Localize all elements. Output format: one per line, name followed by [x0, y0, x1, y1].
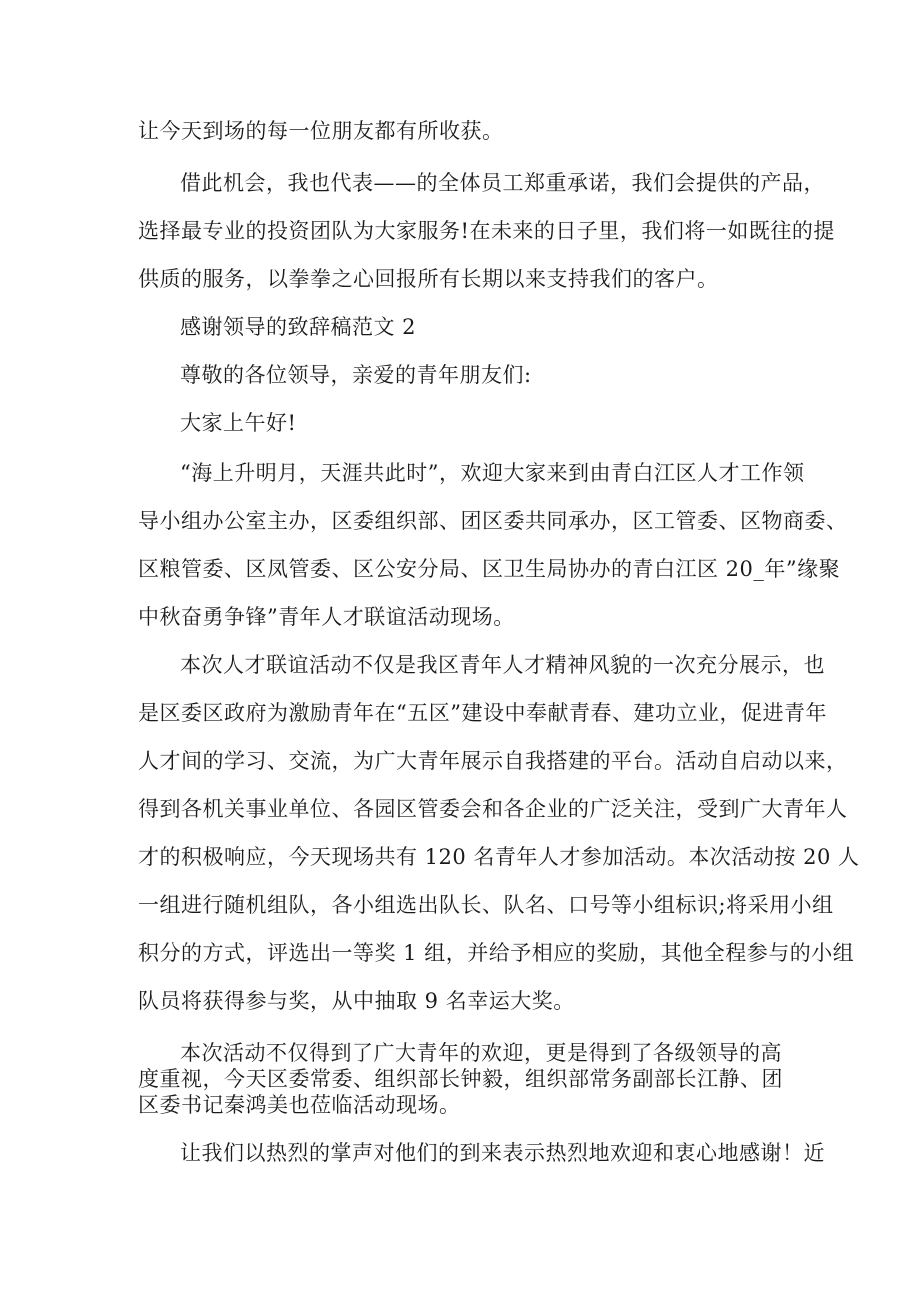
paragraph-2-line-3: 供质的服务，以拳拳之心回报所有长期以来支持我们的客户。 — [138, 267, 719, 291]
paragraph-3-line-2: 导小组办公室主办，区委组织部、团区委共同承办，区工管委、区物商委、 — [138, 509, 848, 533]
greeting: 大家上午好! — [180, 411, 297, 435]
paragraph-4-line-3: 人才间的学习、交流，为广大青年展示自我搭建的平台。活动自启动以来， — [138, 749, 848, 773]
paragraph-4-line-8: 队员将获得参与奖，从中抽取 9 名幸运大奖。 — [138, 989, 575, 1013]
paragraph-2-line-1: 借此机会，我也代表——的全体员工郑重承诺，我们会提供的产品， — [180, 171, 825, 195]
section-heading: 感谢领导的致辞稿范文 2 — [180, 315, 417, 339]
paragraph-4-line-1: 本次人才联谊活动不仅是我区青年人才精神风貌的一次充分展示，也 — [180, 653, 825, 677]
paragraph-4-line-2: 是区委区政府为激励青年在“五区”建设中奉献青春、建功立业，促进青年 — [138, 701, 827, 725]
paragraph-2-line-2: 选择最专业的投资团队为大家服务!在未来的日子里，我们将一如既往的提 — [138, 219, 835, 243]
paragraph-3-line-1: “海上升明月，天涯共此时”，欢迎大家来到由青白江区人才工作领 — [180, 461, 805, 485]
paragraph-3-line-3: 区粮管委、区凤管委、区公安分局、区卫生局协办的青白江区 20_年”缘聚 — [138, 557, 841, 581]
paragraph-3-line-4: 中秋奋勇争锋”青年人才联谊活动现场。 — [138, 605, 515, 629]
paragraph-6-line-1: 让我们以热烈的掌声对他们的到来表示热烈地欢迎和衷心地感谢！近 — [180, 1141, 825, 1165]
paragraph-4-line-6: 一组进行随机组队，各小组选出队长、队名、口号等小组标识;将采用小组 — [138, 893, 834, 917]
paragraph-1-line-1: 让今天到场的每一位朋友都有所收获。 — [138, 119, 504, 143]
paragraph-4-line-5: 才的积极响应，今天现场共有 120 名青年人才参加活动。本次活动按 20 人 — [138, 845, 860, 869]
paragraph-4-line-4: 得到各机关事业单位、各园区管委会和各企业的广泛关注，受到广大青年人 — [138, 797, 848, 821]
paragraph-4-line-7: 积分的方式，评选出一等奖 1 组，并给予相应的奖励，其他全程参与的小组 — [138, 941, 855, 965]
salutation: 尊敬的各位领导，亲爱的青年朋友们: — [180, 363, 532, 387]
paragraph-5: 本次活动不仅得到了广大青年的欢迎，更是得到了各级领导的高度重视，今天区委常委、组织部长钟毅，组织部常务副部长江静、团区委书记秦鸿美也莅临活动现场。 — [138, 1041, 783, 1117]
